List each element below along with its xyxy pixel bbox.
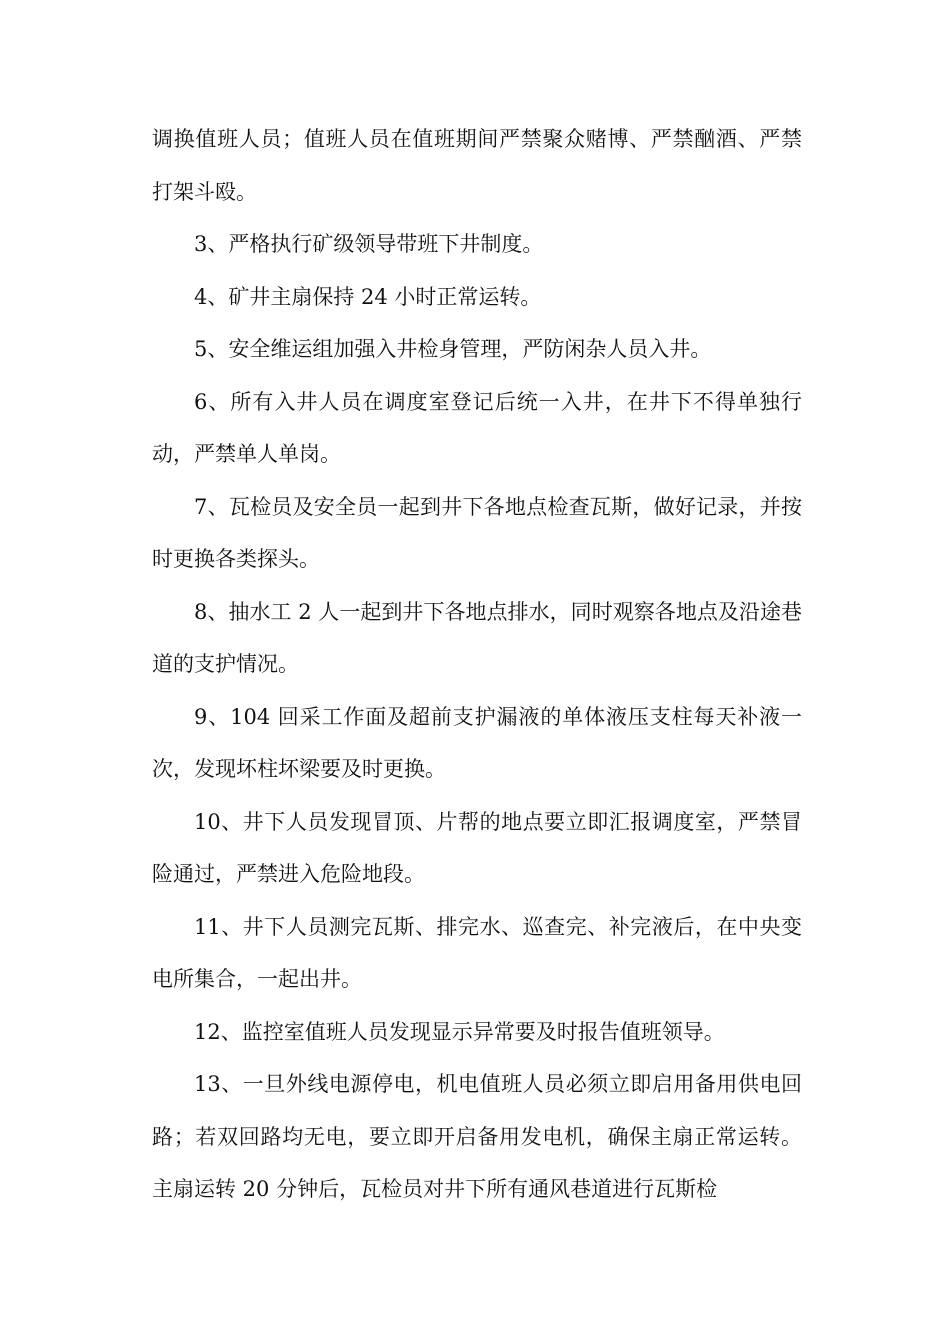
paragraph-continuation: 调换值班人员；值班人员在值班期间严禁聚众赌博、严禁酗酒、严禁打架斗殴。 bbox=[152, 127, 802, 204]
paragraph-item-3: 3、严格执行矿级领导带班下井制度。 bbox=[194, 232, 544, 256]
paragraph-item-5: 5、安全维运组加强入井检身管理，严防闲杂人员入井。 bbox=[194, 337, 712, 361]
paragraph-item-13: 13、一旦外线电源停电，机电值班人员必须立即启用备用供电回路；若双回路均无电，要立即开启备用发电机，确保主扇正常运转。主扇运转 20 分钟后，瓦检员对井下所有通风巷道进行瓦斯检 bbox=[152, 1072, 802, 1201]
paragraph-item-4: 4、矿井主扇保持 24 小时正常运转。 bbox=[194, 284, 542, 309]
paragraph-item-12: 12、监控室值班人员发现显示异常要及时报告值班领导。 bbox=[194, 1019, 725, 1044]
paragraph-item-8: 8、抽水工 2 人一起到井下各地点排水，同时观察各地点及沿途巷道的支护情况。 bbox=[152, 599, 802, 676]
document-body bbox=[152, 113, 802, 1216]
paragraph-item-7: 7、瓦检员及安全员一起到井下各地点检查瓦斯，做好记录，并按时更换各类探头。 bbox=[152, 494, 802, 571]
paragraph-item-11: 11、井下人员测完瓦斯、排完水、巡查完、补完液后，在中央变电所集合，一起出井。 bbox=[152, 914, 802, 991]
paragraph-item-10: 10、井下人员发现冒顶、片帮的地点要立即汇报调度室，严禁冒险通过，严禁进入危险地段。 bbox=[152, 809, 802, 886]
paragraph-item-9: 9、104 回采工作面及超前支护漏液的单体液压支柱每天补液一次，发现坏柱坏梁要及时更换。 bbox=[152, 704, 802, 781]
paragraph-item-6: 6、所有入井人员在调度室登记后统一入井，在井下不得单独行动，严禁单人单岗。 bbox=[152, 389, 802, 466]
